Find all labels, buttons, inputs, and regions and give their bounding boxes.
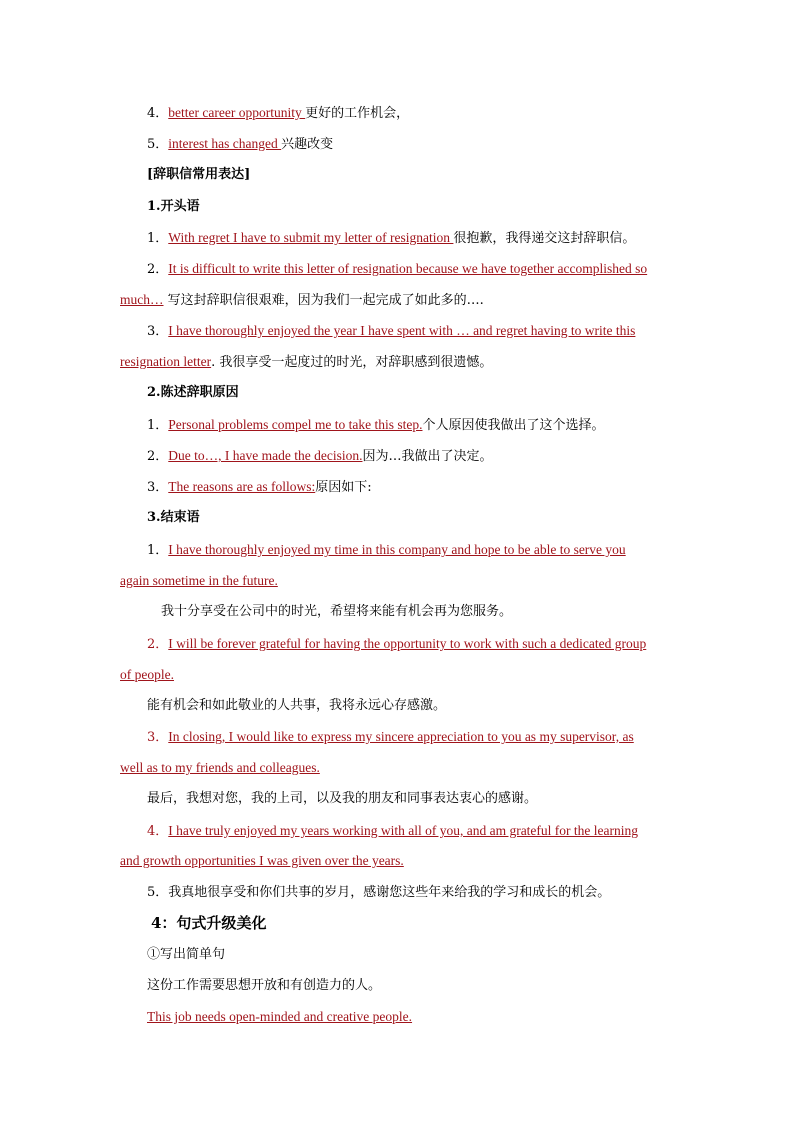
english-phrase: Personal problems compel me to take this step.: [168, 417, 423, 432]
list-item: 3．The reasons are as follows:原因如下:: [147, 479, 372, 495]
english-phrase: better career opportunity: [168, 105, 306, 120]
english-phrase: I have thoroughly enjoyed my time in this company and hope to be able to serve you: [168, 542, 626, 557]
english-phrase: This job needs open-minded and creative people.: [147, 1009, 413, 1024]
english-phrase: The reasons are as follows:: [168, 479, 316, 494]
list-item: 5．interest has changed 兴趣改变: [147, 136, 334, 152]
english-phrase: I will be forever grateful for having the opportunity to work with such a dedicated group: [168, 636, 647, 651]
list-item: 3．In closing, I would like to express my sincere appreciation to you as my supervisor, as: [147, 729, 634, 745]
list-item-continuation: [120, 572, 278, 591]
english-phrase: and growth opportunities I was given over the years.: [120, 853, 404, 868]
closing-heading: 3.结束语: [147, 510, 200, 525]
upgrade-subtitle: ①写出简单句: [147, 947, 226, 962]
translation: 5．我真地很享受和你们共事的岁月，感谢您这些年来给我的学习和成长的机会。: [147, 885, 611, 900]
translation: 我十分享受在公司中的时光，希望将来能有机会再为您服务。: [161, 604, 513, 619]
translation: 最后，我想对您，我的上司，以及我的朋友和同事表达衷心的感谢。: [147, 791, 538, 806]
list-item-continuation: much… 写这封辞职信很艰难，因为我们一起完成了如此多的….: [120, 292, 484, 308]
upgrade-english: [147, 1008, 412, 1027]
section-title: [辞职信常用表达]: [147, 167, 251, 182]
list-item: 1．I have thoroughly enjoyed my time in this company and hope to be able to serve you: [147, 542, 626, 558]
list-item-continuation: resignation letter. 我很享受一起度过的时光，对辞职感到很遗憾。: [120, 354, 493, 370]
english-phrase: In closing, I would like to express my sincere appreciation to you as my supervisor, as: [168, 729, 634, 744]
english-phrase: again sometime in the future.: [120, 573, 278, 588]
list-item-continuation: [120, 852, 404, 871]
english-phrase: well as to my friends and colleagues.: [120, 760, 320, 775]
list-item: 1．Personal problems compel me to take this step.个人原因使我做出了这个选择。: [147, 417, 605, 433]
english-phrase: resignation letter: [120, 354, 212, 369]
upgrade-heading: 4：句式升级美化: [151, 914, 267, 932]
english-phrase: I have thoroughly enjoyed the year I have spent with … and regret having to write this: [168, 323, 636, 338]
english-phrase: With regret I have to submit my letter of resignation: [168, 230, 454, 245]
upgrade-chinese: 这份工作需要思想开放和有创造力的人。: [147, 978, 382, 993]
list-item: 4．I have truly enjoyed my years working with all of you, and am grateful for the learning: [147, 823, 639, 839]
list-item-continuation: [120, 759, 320, 778]
list-item: 4．better career opportunity 更好的工作机会，: [147, 105, 410, 121]
list-item: 1．With regret I have to submit my letter of resignation 很抱歉，我得递交这封辞职信。: [147, 230, 636, 246]
english-phrase: of people.: [120, 667, 174, 682]
list-item: 2．I will be forever grateful for having the opportunity to work with such a dedicated group: [147, 636, 647, 652]
english-phrase: I have truly enjoyed my years working with all of you, and am grateful for the learning: [168, 823, 639, 838]
opening-heading: 1.开头语: [147, 199, 200, 214]
english-phrase: much…: [120, 292, 164, 307]
list-item-continuation: [120, 666, 174, 685]
translation: 能有机会和如此敬业的人共事，我将永远心存感激。: [147, 698, 447, 713]
english-phrase: interest has changed: [168, 136, 282, 151]
list-item: 2．Due to…, I have made the decision.因为…我做出了决定。: [147, 448, 493, 464]
reasons-heading: 2.陈述辞职原因: [147, 385, 239, 400]
english-phrase: Due to…, I have made the decision.: [168, 448, 363, 463]
english-phrase: It is difficult to write this letter of resignation because we have together accomplished so: [168, 261, 648, 276]
list-item: 2．It is difficult to write this letter of resignation because we have together accomplished so: [147, 261, 648, 277]
list-item: 3．I have thoroughly enjoyed the year I have spent with … and regret having to write this: [147, 323, 636, 339]
